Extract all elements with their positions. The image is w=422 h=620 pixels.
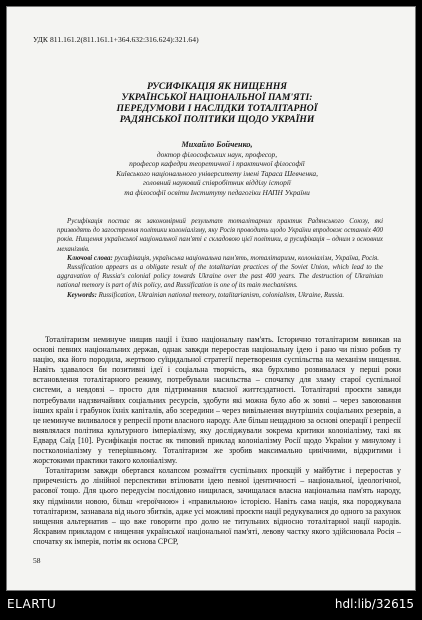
author-affiliation-line: Київського національного університету імені Тараса Шевченка, <box>116 168 318 178</box>
body-paragraph: Тоталітаризм неминуче нищив нації і їхню національну пам'ять. Історично тоталітаризм виникав на основі певних національних держав, однак завжди переростав національну ідею і рано чи пізно робив ту націю, яка його породила, жертвою суїцидальної стратегії перетворення суспільства на механізм нищення. Навіть здавалося би позитивні ідеї і соціальна творчість, яка бурхливо розвивалася у перші роки встановлення тоталітарного режиму, потребували насильства – спочатку для зламу старої суспільної системи, а невдовзі – просто для підтримання власної життєздатності. Тоталітарні проєкти завжди потребували надзвичайних соціальних ресурсів, здобути які можна було або ж зовні – через завоювання інших країн і грабунок їхніх капіталів, або зсередини – через вивільнення внутрішніх соціальних резервів, а це неминуче виливалося у репресії проти власного народу. Але більш нещадною за основі операції і репресії виявлялася політика культурного імперіалізму, яку досліджували зокрема критики колоніалізму, такі як Едвард Саїд [10]. Русифікація постає як типовий приклад колоніалізму Росії щодо України у минулому і постколоніалізму у теперішньому. Тоталітаризм же зробив максимально цинічними, відкритими і жорстокими практики такого колоніалізму. <box>33 335 401 466</box>
document-page <box>6 6 416 591</box>
keywords-label: Ключові слова: <box>67 254 113 262</box>
abstract-ukrainian: Русифікація постає як закономірний результат тоталітарних практик Радянського Союзу, які призводять до загострення політики колоніалізму, яку Росія проводить щодо України впродовж останніх 400 років. Нищення української національної пам'яті є складовою цієї політики, а русифікація – одним з основних механізмів. <box>57 218 383 253</box>
udk-code: УДК 811.161.2(811.161.1+364.632:316.624):321.64) <box>33 35 199 44</box>
keywords-label: Keywords: <box>67 291 97 299</box>
author-affiliation-line: доктор філософських наук, професор, <box>156 149 278 159</box>
title-line: УКРАЇНСЬКОЇ НАЦІОНАЛЬНОЇ ПАМ'ЯТІ: <box>121 92 313 103</box>
title-line: ПЕРЕДУМОВИ І НАСЛІДКИ ТОТАЛІТАРНОЇ <box>116 103 318 114</box>
author-name: Михайло Бойченко, <box>181 140 253 149</box>
body-paragraph: Тоталітаризм завжди обертався колапсом розмаїття суспільних проєкцій у майбутнє і переростав у приреченість до лінійної перспективи втілювати ідею певної ідентичності – національної, ідеологічної, расової тощо. Для цього передусім послідовно нищилася, зачищалася власна національна пам'ять народу, яку підмінили новою, більш «героїчною» і «правильною» історією. Навіть сама нація, яка породжувала тоталітаризм, зазнавала від нього збитків, адже усі можливі проєкти нації редукувалися до одного за рахунок нищення альтернатив – що вже говорити про долю не титульних відносно тоталітарної нації народів. Яскравим прикладом є нищення української національної пам'яті, левову частку якого здійснювала Росія – спочатку як імперія, потім як основа СРСР, <box>33 466 402 546</box>
repository-label: ELARTU <box>7 597 57 611</box>
abstract-block <box>57 217 383 300</box>
article-title <box>33 81 401 125</box>
title-line: РУСИФІКАЦІЯ ЯК НИЩЕННЯ <box>147 81 287 92</box>
page-number: 58 <box>33 556 41 565</box>
title-line: РАДЯНСЬКОЇ ПОЛІТИКИ ЩОДО УКРАЇНИ <box>119 114 315 125</box>
keywords-english <box>57 291 383 300</box>
author-block <box>33 140 401 198</box>
author-affiliation-line: головний науковий співробітник відділу історії <box>143 178 291 188</box>
handle-identifier: hdl:lib/32615 <box>334 597 414 611</box>
author-affiliation-line: професор кафедри теоретичної і практичної філософії <box>129 159 305 169</box>
keywords-text: Russification, Ukrainian national memory, totalitarianism, colonialism, Ukraine, Russia. <box>96 291 345 299</box>
article-body <box>33 335 401 547</box>
keywords-text: русифікація, українська національна пам'ять, тоталітаризм, колоніалізм, Україна, Росія. <box>112 254 379 262</box>
abstract-english: Russification appears as a obligate result of the totalitarian practices of the Soviet Union, which lead to the aggravation of Russia's colonial policy towards Ukraine over the past 400 years. The destruction of Ukrainian national memory is part of this policy, and Russification is one of its main mechanisms. <box>57 264 383 290</box>
keywords-ukrainian <box>57 254 383 263</box>
author-affiliation-line: та філософії освіти Інституту педагогіки НАПН України <box>124 187 310 197</box>
